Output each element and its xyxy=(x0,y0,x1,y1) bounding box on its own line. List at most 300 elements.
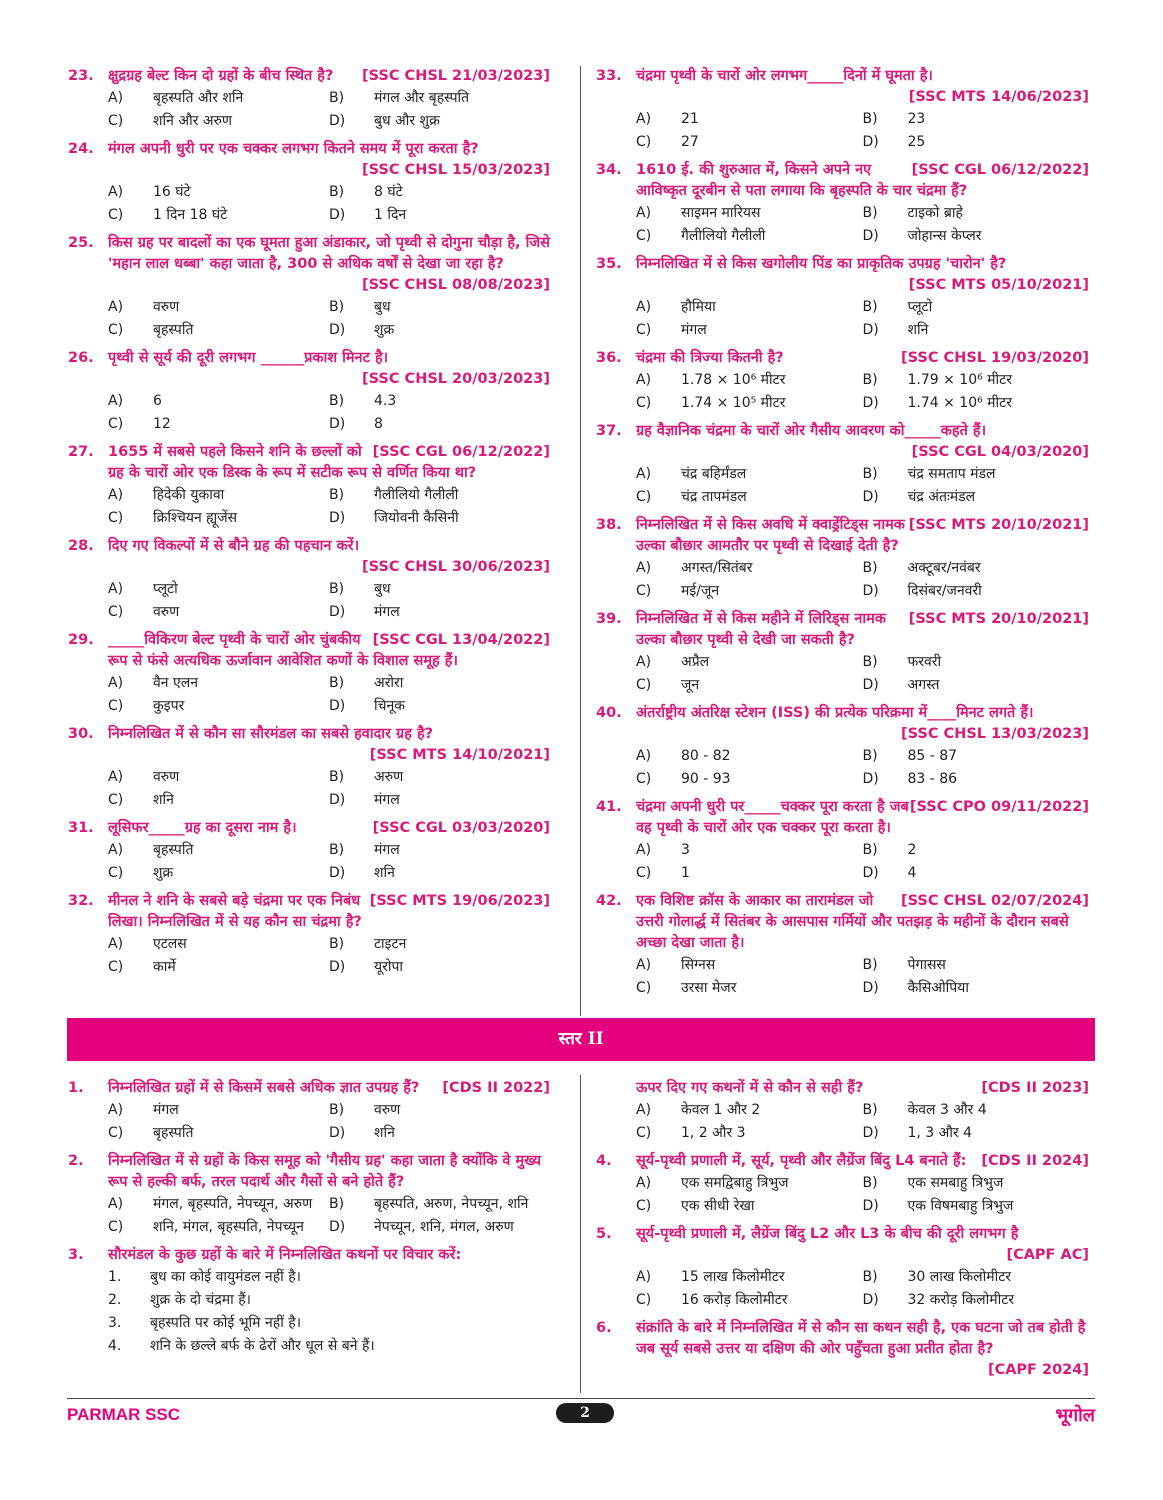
option-text: वैन एलन xyxy=(153,675,199,691)
footer-brand: PARMAR SSC xyxy=(67,1405,181,1424)
option-text: मई/जून xyxy=(681,583,720,599)
option xyxy=(863,1195,1090,1218)
option-letter: B) xyxy=(329,299,345,315)
option-text: टाइटन xyxy=(374,936,407,952)
question-text-block xyxy=(68,630,550,672)
question-text-block xyxy=(68,536,550,557)
option-letter: A) xyxy=(636,1102,652,1118)
option xyxy=(863,225,1090,248)
option-letter: A) xyxy=(636,111,652,127)
question-source: [CDS II 2023] xyxy=(981,1080,1089,1096)
option xyxy=(108,1193,329,1216)
option-letter: A) xyxy=(108,936,124,952)
option-text: शनि xyxy=(374,1125,395,1141)
option-text: 2 xyxy=(907,842,917,858)
question-source: [SSC CGL 13/04/2022] xyxy=(372,632,550,648)
option xyxy=(108,1099,329,1122)
option-text: बुध xyxy=(374,299,391,315)
option-text: यूरोपा xyxy=(374,959,404,975)
option-letter: B) xyxy=(862,842,878,858)
options-grid xyxy=(68,933,550,979)
option-letter: D) xyxy=(329,604,346,620)
option xyxy=(329,1099,550,1122)
question-source: [SSC CHSL 20/03/2023] xyxy=(362,371,550,387)
question-text-block xyxy=(68,1151,550,1193)
option xyxy=(108,181,329,204)
question-source: [SSC MTS 20/10/2021] xyxy=(908,611,1089,627)
statement-number: 4. xyxy=(108,1338,122,1354)
option-letter: D) xyxy=(329,416,346,432)
option-letter: C) xyxy=(636,980,652,996)
question xyxy=(68,724,550,812)
option-letter: B) xyxy=(329,936,345,952)
question xyxy=(68,891,550,979)
option-letter: D) xyxy=(862,677,879,693)
options-grid xyxy=(596,1266,1089,1312)
question-number: 36. xyxy=(596,350,622,366)
option-text: शनि और अरुण xyxy=(153,113,233,129)
option xyxy=(108,110,329,133)
option xyxy=(108,862,329,885)
options-grid xyxy=(596,745,1089,791)
option xyxy=(108,484,329,507)
question-number: 42. xyxy=(596,893,622,909)
question xyxy=(68,1245,550,1358)
option-text: हिदेकी युकावा xyxy=(153,487,225,503)
option-letter: C) xyxy=(636,322,652,338)
question xyxy=(68,442,550,530)
option-text: 1, 3 और 4 xyxy=(907,1125,973,1141)
option xyxy=(636,580,863,603)
option-text: एक समद्विबाहु त्रिभुज xyxy=(681,1175,789,1191)
option-letter: A) xyxy=(108,393,124,409)
option xyxy=(863,1099,1090,1122)
question xyxy=(68,818,550,885)
option xyxy=(329,1216,550,1239)
question-number: 23. xyxy=(68,68,94,84)
question-source: [SSC CHSL 13/03/2023] xyxy=(901,726,1089,742)
option-text: 80 - 82 xyxy=(681,748,731,764)
option-text: चंद्र तापमंडल xyxy=(681,489,747,505)
options-grid xyxy=(68,578,550,624)
option-letter: C) xyxy=(636,134,652,150)
question xyxy=(596,515,1089,603)
question-number: 26. xyxy=(68,350,94,366)
question-text: ग्रह वैज्ञानिक चंद्रमा के चारों ओर गैसीय आवरण को_____कहते हैं। xyxy=(636,423,987,439)
option-letter: A) xyxy=(636,299,652,315)
options-grid xyxy=(68,296,550,342)
option-letter: B) xyxy=(329,842,345,858)
option-text: क्रिश्चियन ह्यूजेंस xyxy=(153,510,238,526)
option-text: अरुण xyxy=(374,769,404,785)
option-letter: A) xyxy=(108,1102,124,1118)
question xyxy=(596,609,1089,697)
option-text: शनि xyxy=(907,322,929,338)
question-source: [SSC MTS 14/06/2023] xyxy=(908,89,1089,105)
question-source: [SSC MTS 20/10/2021] xyxy=(908,517,1089,533)
option-letter: C) xyxy=(108,207,124,223)
option xyxy=(863,1266,1090,1289)
option-letter: C) xyxy=(108,1219,124,1235)
question xyxy=(596,160,1089,248)
statement-text: बृहस्पति पर कोई भूमि नहीं है। xyxy=(150,1315,302,1331)
option-text: 6 xyxy=(153,393,162,409)
question-source: [SSC CGL 06/12/2022] xyxy=(911,162,1089,178)
option-letter: D) xyxy=(862,322,879,338)
option xyxy=(108,204,329,227)
option xyxy=(108,1122,329,1145)
question-text: चंद्रमा अपनी धुरी पर_____चक्कर पूरा करता है जब वह पृथ्वी के चारों ओर एक चक्कर पूरा करता है। xyxy=(636,799,909,836)
option xyxy=(329,204,550,227)
question-text: निम्नलिखित में से किस अवधि में क्वाड्रेंटिड्स नामक उल्का बौछार आमतौर पर पृथ्वी से दिखाई देती है? xyxy=(636,517,905,554)
section-banner: स्तर II xyxy=(67,1018,1095,1061)
option-text: जून xyxy=(681,677,700,693)
option-letter: D) xyxy=(862,1292,879,1308)
option-letter: A) xyxy=(636,205,652,221)
option-letter: A) xyxy=(636,560,652,576)
option-letter: B) xyxy=(862,654,878,670)
question-text-block xyxy=(68,724,550,745)
options-grid xyxy=(596,839,1089,885)
option-text: साइमन मारियस xyxy=(681,205,761,221)
question-number: 34. xyxy=(596,162,622,178)
option xyxy=(108,789,329,812)
options-grid xyxy=(68,484,550,530)
question-text-block xyxy=(596,609,1089,651)
statement-number: 3. xyxy=(108,1315,122,1331)
option-text: 8 घंटे xyxy=(374,184,403,200)
statement-text: शनि के छल्ले बर्फ के ढेरों और धूल से बने हैं। xyxy=(150,1338,375,1354)
column-divider-bottom xyxy=(580,1075,581,1393)
option-letter: B) xyxy=(329,1102,345,1118)
options-grid xyxy=(596,954,1089,1000)
question-text-block xyxy=(596,1151,1089,1172)
question-text-block xyxy=(596,160,1089,202)
option xyxy=(329,862,550,885)
option-letter: B) xyxy=(329,675,345,691)
option xyxy=(329,933,550,956)
question-text-block xyxy=(596,515,1089,557)
option-text: अगस्त xyxy=(907,677,940,693)
question-source: [CAPF 2024] xyxy=(987,1362,1089,1378)
option-letter: B) xyxy=(329,1196,345,1212)
option-text: 16 करोड़ किलोमीटर xyxy=(681,1292,788,1308)
option xyxy=(863,745,1090,768)
option-text: कुइपर xyxy=(153,698,185,714)
question-text-block xyxy=(596,254,1089,275)
question xyxy=(68,66,550,133)
option-text: मंगल xyxy=(681,322,707,338)
option-letter: A) xyxy=(636,654,652,670)
option xyxy=(329,1122,550,1145)
option-letter: B) xyxy=(862,299,878,315)
option-text: जोहान्स केप्लर xyxy=(907,228,982,244)
option-letter: B) xyxy=(862,560,878,576)
question-text: निम्नलिखित में से कौन सा सौरमंडल का सबसे हवादार ग्रह है? xyxy=(108,726,434,742)
question-source: [SSC CHSL 02/07/2024] xyxy=(901,893,1089,909)
question-number: 41. xyxy=(596,799,622,815)
option-text: शुक्र xyxy=(153,865,174,881)
option xyxy=(863,463,1090,486)
option-letter: D) xyxy=(862,489,879,505)
option xyxy=(108,296,329,319)
option xyxy=(863,1172,1090,1195)
option xyxy=(636,674,863,697)
option xyxy=(636,131,863,154)
option xyxy=(636,463,863,486)
option xyxy=(329,319,550,342)
option-text: 83 - 86 xyxy=(907,771,958,787)
option-text: गैलीलियो गैलीली xyxy=(681,228,766,244)
option-text: 1.74 × 10⁵ मीटर xyxy=(681,395,786,411)
option-letter: D) xyxy=(862,980,879,996)
option-letter: D) xyxy=(862,395,879,411)
option xyxy=(636,745,863,768)
question xyxy=(596,66,1089,154)
question-number: 39. xyxy=(596,611,622,627)
option-text: 1, 2 और 3 xyxy=(681,1125,746,1141)
option-letter: A) xyxy=(108,299,124,315)
options-grid xyxy=(68,181,550,227)
option-letter: D) xyxy=(329,1125,346,1141)
question xyxy=(596,254,1089,342)
option xyxy=(108,766,329,789)
option-letter: B) xyxy=(862,957,878,973)
option-text: 90 - 93 xyxy=(681,771,731,787)
option-letter: B) xyxy=(862,1175,878,1191)
option-text: प्लूटो xyxy=(153,581,178,597)
option-text: अक्टूबर/नवंबर xyxy=(907,560,981,576)
option-letter: C) xyxy=(108,792,124,808)
question-text: सौरमंडल के कुछ ग्रहों के बारे में निम्नलिखित कथनों पर विचार करें: xyxy=(108,1247,462,1263)
option-text: जियोवनी कैसिनी xyxy=(374,510,459,526)
option-letter: C) xyxy=(108,510,124,526)
option-text: 1.79 × 10⁶ मीटर xyxy=(907,372,1012,388)
question-source: [SSC CHSL 21/03/2023] xyxy=(362,68,550,84)
question-text: निम्नलिखित में से ग्रहों के किस समूह को 'गैसीय ग्रह' कहा जाता है क्योंकि वे मुख्य रूप से हल्की बर्फ, तरल पदार्थ और गैसों से बने होते हैं? xyxy=(108,1153,542,1190)
option-letter: D) xyxy=(329,792,346,808)
option xyxy=(329,87,550,110)
option-letter: A) xyxy=(108,675,124,691)
options-grid xyxy=(68,1099,550,1145)
option-letter: C) xyxy=(636,583,652,599)
option xyxy=(636,977,863,1000)
right-column-top xyxy=(596,66,1089,1006)
option-text: 23 xyxy=(907,111,926,127)
option-letter: A) xyxy=(636,1269,652,1285)
option-letter: A) xyxy=(108,487,124,503)
option xyxy=(863,369,1090,392)
option-letter: A) xyxy=(636,957,652,973)
option-text: गैलीलियो गैलीली xyxy=(374,487,459,503)
options-grid xyxy=(596,1172,1089,1218)
question-text: 1610 ई. की शुरुआत में, किसने अपने नए आविष्कृत दूरबीन से पता लगाया कि बृहस्पति के चार चंद्रमा हैं? xyxy=(636,162,968,199)
option-letter: C) xyxy=(108,416,124,432)
option xyxy=(329,789,550,812)
option xyxy=(108,695,329,718)
question-source: [SSC CGL 06/12/2022] xyxy=(372,444,550,460)
option-text: 1.78 × 10⁶ मीटर xyxy=(681,372,786,388)
question-number: 31. xyxy=(68,820,94,836)
question-text-block xyxy=(68,442,550,484)
option-text: 85 - 87 xyxy=(907,748,958,764)
option-letter: B) xyxy=(329,581,345,597)
option-text: 21 xyxy=(681,111,699,127)
options-grid xyxy=(596,108,1089,154)
option-letter: C) xyxy=(108,604,124,620)
option-text: चंद्र बहिर्मंडल xyxy=(681,466,747,482)
question-text-block xyxy=(596,1224,1089,1245)
option-text: 1 दिन 18 घंटे xyxy=(153,207,228,223)
question-source: [SSC CHSL 19/03/2020] xyxy=(901,350,1089,366)
option xyxy=(329,390,550,413)
question-text-block xyxy=(596,703,1089,724)
question-number: 4. xyxy=(596,1153,612,1169)
question-number: 24. xyxy=(68,141,94,157)
options-grid xyxy=(596,296,1089,342)
question-source: [SSC CGL 03/03/2020] xyxy=(372,820,550,836)
statement xyxy=(108,1335,550,1358)
option xyxy=(329,507,550,530)
question xyxy=(68,348,550,436)
option-letter: D) xyxy=(329,1219,346,1235)
question-text-block xyxy=(68,891,550,933)
option xyxy=(863,319,1090,342)
option-text: केवल 3 और 4 xyxy=(907,1102,987,1118)
question-text: क्षुद्रग्रह बेल्ट किन दो ग्रहों के बीच स्थित है? xyxy=(108,68,334,84)
option-letter: A) xyxy=(636,842,652,858)
option xyxy=(329,413,550,436)
statements-list xyxy=(68,1266,550,1358)
footer-rule xyxy=(67,1398,1095,1399)
option-text: मंगल xyxy=(374,792,400,808)
option xyxy=(108,413,329,436)
question xyxy=(596,797,1089,885)
option xyxy=(863,296,1090,319)
option-text: बृहस्पति xyxy=(153,322,194,338)
option-letter: C) xyxy=(108,322,124,338)
option-text: वरुण xyxy=(374,1102,401,1118)
question-text: चंद्रमा की त्रिज्या कितनी है? xyxy=(636,350,784,366)
option xyxy=(108,87,329,110)
option-text: 25 xyxy=(907,134,926,150)
question xyxy=(596,703,1089,791)
question xyxy=(596,421,1089,509)
option xyxy=(108,672,329,695)
option-text: बृहस्पति और शनि xyxy=(153,90,244,106)
option-letter: B) xyxy=(862,466,878,482)
question-number: 5. xyxy=(596,1226,612,1242)
option-letter: B) xyxy=(862,748,878,764)
page-number: 2 xyxy=(556,1403,614,1423)
question-text: एक विशिष्ट क्रॉस के आकार का तारामंडल जो उत्तरी गोलार्द्ध में सितंबर के आसपास गर्मियों और पतझड़ के महीनों के दौरान सबसे अच्छा देखा जाता है। xyxy=(636,893,1069,951)
option xyxy=(863,977,1090,1000)
option-letter: B) xyxy=(862,1269,878,1285)
options-grid xyxy=(68,1193,550,1239)
option-text: वरुण xyxy=(153,604,180,620)
question-number: 1. xyxy=(68,1080,84,1096)
question-number: 35. xyxy=(596,256,622,272)
option-text: कार्मे xyxy=(153,959,176,975)
question-text-block xyxy=(68,66,550,87)
option xyxy=(863,202,1090,225)
option-text: प्लूटो xyxy=(907,299,933,315)
question-source: [CDS II 2022] xyxy=(442,1080,550,1096)
option xyxy=(329,578,550,601)
question-text: ऊपर दिए गए कथनों में से कौन से सही हैं? xyxy=(636,1080,864,1096)
question-text: अंतर्राष्ट्रीय अंतरिक्ष स्टेशन (ISS) की प्रत्येक परिक्रमा में____मिनट लगते हैं। xyxy=(636,705,1034,721)
option-text: 1 xyxy=(681,865,690,881)
options-grid xyxy=(596,1099,1089,1145)
option xyxy=(863,1289,1090,1312)
question-number: 6. xyxy=(596,1320,612,1336)
option-letter: A) xyxy=(108,90,124,106)
option-letter: D) xyxy=(329,698,346,714)
question xyxy=(68,139,550,227)
question-text-block xyxy=(596,348,1089,369)
option xyxy=(863,131,1090,154)
option-letter: A) xyxy=(108,769,124,785)
question-source: [CAPF AC] xyxy=(1006,1247,1089,1263)
option xyxy=(863,768,1090,791)
option xyxy=(329,181,550,204)
option xyxy=(863,486,1090,509)
option xyxy=(329,484,550,507)
option xyxy=(636,319,863,342)
option xyxy=(329,956,550,979)
option-text: एक समबाहु त्रिभुज xyxy=(907,1175,1004,1191)
question-number: 29. xyxy=(68,632,94,648)
option-letter: C) xyxy=(636,228,652,244)
option xyxy=(636,225,863,248)
option xyxy=(108,601,329,624)
question-text: निम्नलिखित ग्रहों में से किसमें सबसे अधिक ज्ञात उपग्रह हैं? xyxy=(108,1080,420,1096)
option xyxy=(636,369,863,392)
option-text: मंगल और बृहस्पति xyxy=(374,90,470,106)
option-text: अगस्त/सितंबर xyxy=(681,560,753,576)
option xyxy=(108,578,329,601)
option-text: 27 xyxy=(681,134,699,150)
question xyxy=(68,1151,550,1239)
option-letter: A) xyxy=(636,372,652,388)
option-letter: D) xyxy=(329,322,346,338)
option-letter: B) xyxy=(862,111,878,127)
option xyxy=(863,954,1090,977)
option-letter: D) xyxy=(329,207,346,223)
option-text: सिग्नस xyxy=(681,957,716,973)
question-text-block xyxy=(68,1245,550,1266)
question-text-block xyxy=(596,1318,1089,1360)
option-letter: A) xyxy=(108,842,124,858)
option xyxy=(329,839,550,862)
option-text: टाइको ब्राहे xyxy=(907,205,963,221)
question-number: 25. xyxy=(68,235,94,251)
option-text: वरुण xyxy=(153,299,180,315)
option-text: नेपच्यून, शनि, मंगल, अरुण xyxy=(374,1219,514,1235)
question-text: किस ग्रह पर बादलों का एक घूमता हुआ अंडाकार, जो पृथ्वी से दोगुना चौड़ा है, जिसे 'महान लाल धब्बा' कहा जाता है, 300 से अधिक वर्षों से देखा जा रहा है? xyxy=(108,235,550,272)
option xyxy=(108,319,329,342)
option-text: बृहस्पति, अरुण, नेपच्यून, शनि xyxy=(374,1196,529,1212)
option-letter: B) xyxy=(329,769,345,785)
statement xyxy=(108,1266,550,1289)
column-divider-top xyxy=(580,66,581,1016)
option-text: 1.74 × 10⁶ मीटर xyxy=(907,395,1012,411)
option-letter: C) xyxy=(108,698,124,714)
option-letter: A) xyxy=(636,748,652,764)
option xyxy=(636,108,863,131)
option-text: वरुण xyxy=(153,769,180,785)
option-letter: C) xyxy=(108,959,124,975)
